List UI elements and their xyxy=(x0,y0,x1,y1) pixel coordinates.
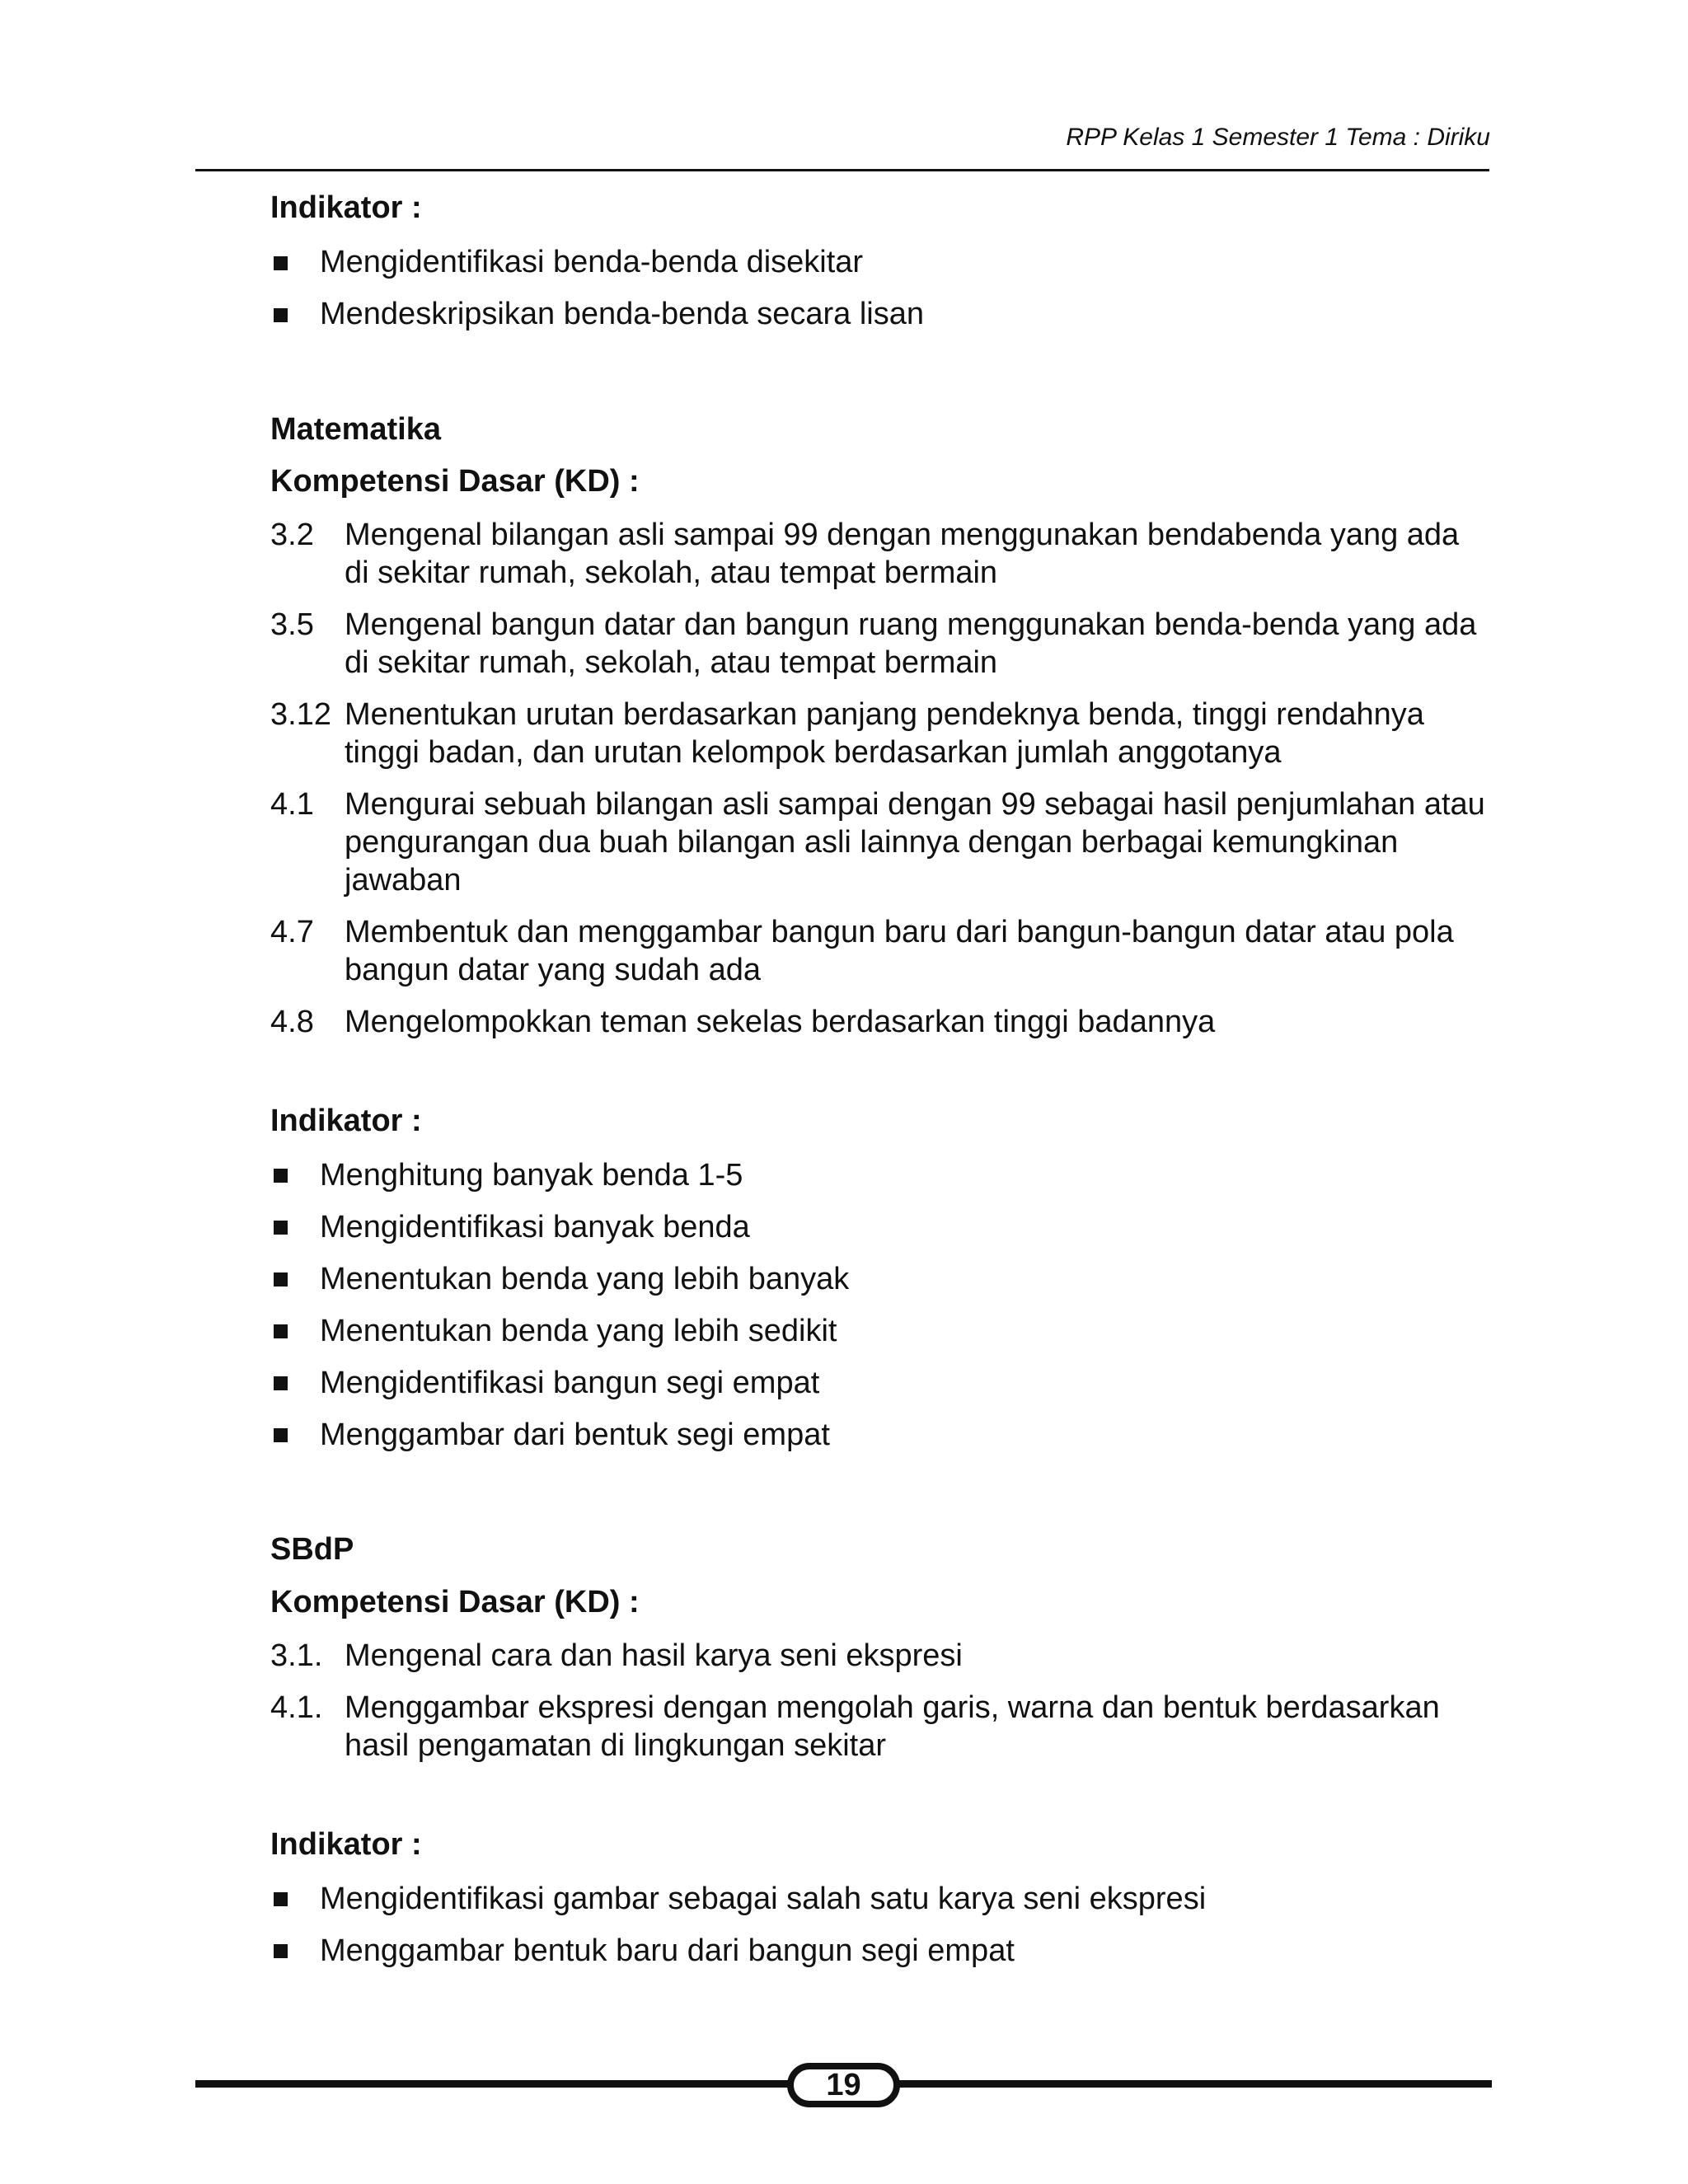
kd-item xyxy=(270,913,1490,989)
kd-text: Mengenal cara dan hasil karya seni ekspresi xyxy=(345,1638,963,1673)
running-header: RPP Kelas 1 Semester 1 Tema : Diriku xyxy=(1066,124,1490,151)
page-content xyxy=(270,190,1490,1977)
square-bullet-icon xyxy=(274,1944,288,1958)
indikator-list xyxy=(270,1873,1490,1977)
kd-text: Mengenal bilangan asli sampai 99 dengan menggunakan bendabenda yang ada di sekitar rumah, sekolah, atau tempat bermain xyxy=(345,517,1460,590)
kd-list xyxy=(270,516,1490,1041)
kd-text: Mengenal bangun datar dan bangun ruang menggunakan benda-benda yang ada di sekitar rumah, sekolah, atau tempat bermain xyxy=(345,607,1477,680)
list-item: Mendeskripsikan benda-benda secara lisan xyxy=(270,289,1490,341)
kd-number: 3.1. xyxy=(270,1638,323,1673)
footer-rule-right xyxy=(890,2080,1492,2088)
kd-number: 4.1 xyxy=(270,786,314,822)
kd-item xyxy=(270,1637,1490,1675)
kd-number: 3.5 xyxy=(270,607,314,642)
kd-item xyxy=(270,516,1490,592)
square-bullet-icon xyxy=(274,308,288,322)
kd-item xyxy=(270,1689,1490,1765)
indikator-list xyxy=(270,1150,1490,1461)
square-bullet-icon xyxy=(274,1324,288,1338)
square-bullet-icon xyxy=(274,1272,288,1286)
list-item: Mengidentifikasi gambar sebagai salah satu karya seni ekspresi xyxy=(270,1873,1490,1925)
list-item: Menghitung banyak benda 1-5 xyxy=(270,1150,1490,1202)
kd-heading: Kompetensi Dasar (KD) : xyxy=(270,464,640,499)
list-item: Menggambar bentuk baru dari bangun segi empat xyxy=(270,1925,1490,1977)
list-item: Mengidentifikasi bangun segi empat xyxy=(270,1357,1490,1409)
kd-number: 3.2 xyxy=(270,517,314,552)
list-item: Mengidentifikasi banyak benda xyxy=(270,1202,1490,1254)
kd-text: Menggambar ekspresi dengan mengolah garis, warna dan bentuk berdasarkan hasil pengamatan di lingkungan sekitar xyxy=(345,1690,1440,1763)
kd-heading: Kompetensi Dasar (KD) : xyxy=(270,1584,640,1619)
square-bullet-icon xyxy=(274,1221,288,1235)
indikator-heading: Indikator : xyxy=(270,1826,422,1862)
list-item: Menentukan benda yang lebih banyak xyxy=(270,1254,1490,1305)
kd-item xyxy=(270,785,1490,899)
square-bullet-icon xyxy=(274,1892,288,1906)
list-item: Mengidentifikasi benda-benda disekitar xyxy=(270,237,1490,289)
indikator-heading: Indikator : xyxy=(270,190,422,225)
footer-rule-left xyxy=(195,2080,797,2088)
header-rule xyxy=(195,169,1489,171)
kd-number: 4.1. xyxy=(270,1690,323,1725)
indikator-list xyxy=(270,237,1490,341)
kd-item xyxy=(270,696,1490,771)
kd-text: Mengurai sebuah bilangan asli sampai dengan 99 sebagai hasil penjumlahan atau pengurangan dua buah bilangan asli lainnya dengan berbagai kemungkinan jawaban xyxy=(345,786,1485,898)
indikator-heading: Indikator : xyxy=(270,1103,422,1138)
subject-title-sbdp: SBdP xyxy=(270,1532,354,1568)
square-bullet-icon xyxy=(274,1428,288,1442)
square-bullet-icon xyxy=(274,1169,288,1183)
kd-item xyxy=(270,1003,1490,1041)
list-item: Menentukan benda yang lebih sedikit xyxy=(270,1305,1490,1357)
kd-list xyxy=(270,1637,1490,1765)
subject-title-matematika: Matematika xyxy=(270,411,441,447)
kd-text: Menentukan urutan berdasarkan panjang pendeknya benda, tinggi rendahnya tinggi badan, dan urutan kelompok berdasarkan jumlah anggotanya xyxy=(345,696,1424,770)
square-bullet-icon xyxy=(274,1376,288,1390)
list-item: Menggambar dari bentuk segi empat xyxy=(270,1409,1490,1461)
kd-number: 4.7 xyxy=(270,914,314,949)
square-bullet-icon xyxy=(274,256,288,270)
kd-number: 3.12 xyxy=(270,696,331,732)
kd-text: Membentuk dan menggambar bangun baru dari bangun-bangun datar atau pola bangun datar yang sudah ada xyxy=(345,914,1454,987)
kd-item xyxy=(270,606,1490,682)
page-number: 19 xyxy=(787,2063,900,2107)
kd-text: Mengelompokkan teman sekelas berdasarkan tinggi badannya xyxy=(345,1004,1216,1039)
kd-number: 4.8 xyxy=(270,1004,314,1039)
